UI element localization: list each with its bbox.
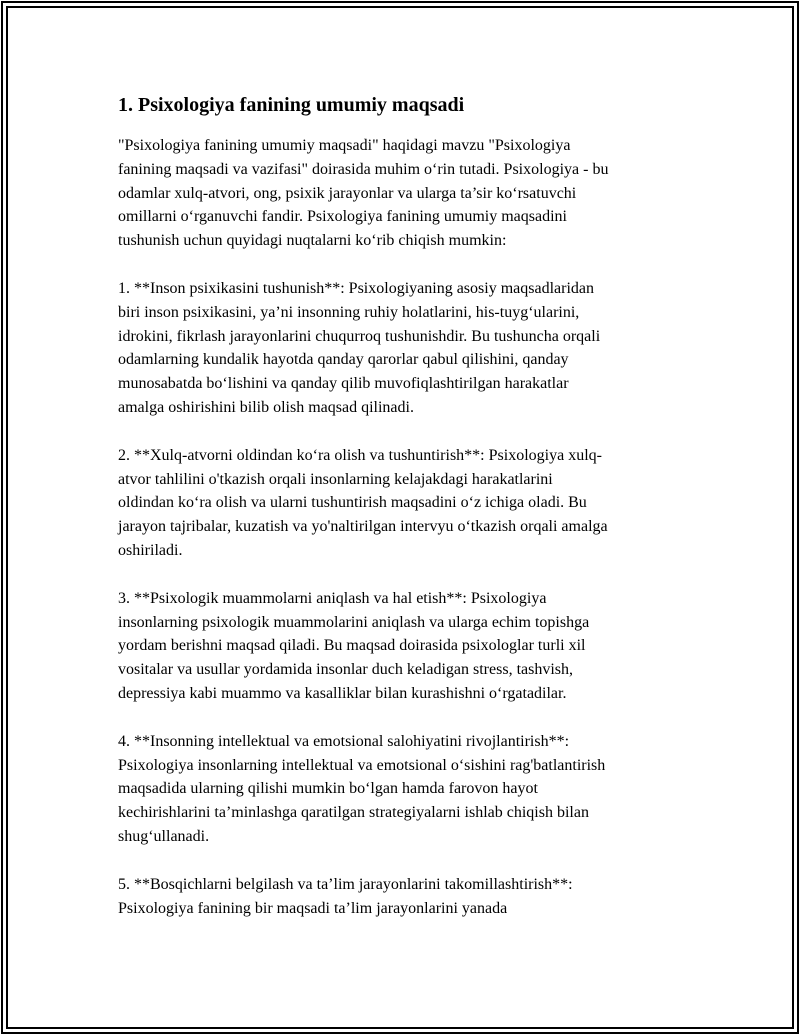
document-body <box>118 92 698 944</box>
text-line: maqsadida ularning qilishi mumkin bo‘lgan hamda farovon hayot <box>118 780 538 798</box>
text-line: kechirishlarini ta’minlashga qaratilgan strategiyalarni ishlab chiqish bilan <box>118 804 589 822</box>
text-line: 3. **Psixologik muammolarni aniqlash va hal etish**: Psixologiya <box>118 589 547 607</box>
text-line: Psixologiya insonlarning intellektual va emotsional o‘sishini rag'batlantirish <box>118 756 606 774</box>
text-line: odamlar xulq-atvori, ong, psixik jarayonlar va ularga ta’sir ko‘rsatuvchi <box>118 184 577 202</box>
text-line: 1. **Inson psixikasini tushunish**: Psixologiyaning asosiy maqsadlaridan <box>118 279 594 297</box>
text-line: atvor tahlilini o'tkazish orqali insonlarning kelajakdagi harakatlarini <box>118 470 553 488</box>
text-line: 4. **Insonning intellektual va emotsional salohiyatini rivojlantirish**: <box>118 732 570 750</box>
paragraph-item-1 <box>118 277 698 420</box>
paragraph-intro <box>118 134 698 253</box>
text-line: jarayon tajribalar, kuzatish va yo'naltirilgan intervyu o‘tkazish orqali amalga <box>118 518 608 536</box>
text-line: insonlarning psixologik muammolarini aniqlash va ularga echim topishga <box>118 613 590 631</box>
text-line: biri inson psixikasini, ya’ni insonning ruhiy holatlarini, his-tuyg‘ularini, <box>118 303 580 321</box>
text-line: depressiya kabi muammo va kasalliklar bilan kurashishni o‘rgatadilar. <box>118 684 567 702</box>
text-line: yordam berishni maqsad qiladi. Bu maqsad doirasida psixologlar turli xil <box>118 637 586 655</box>
text-line: "Psixologiya fanining umumiy maqsadi" haqidagi mavzu "Psixologiya <box>118 137 571 154</box>
text-line: 5. **Bosqichlarni belgilash va ta’lim jarayonlarini takomillashtirish**: <box>118 875 573 893</box>
text-line: oldindan ko‘ra olish va ularni tushuntirish maqsadini o‘z ichiga oladi. Bu <box>118 494 587 512</box>
section-heading: 1. Psixologiya fanining umumiy maqsadi <box>118 94 465 116</box>
text-line: munosabatda bo‘lishini va qanday qilib muvofiqlashtirilgan harakatlar <box>118 375 569 393</box>
text-line: vositalar va usullar yordamida insonlar duch keladigan stress, tashvish, <box>118 661 574 679</box>
text-line: idrokini, fikrlash jarayonlarini chuqurroq tushunishdir. Bu tushuncha orqali <box>118 327 601 345</box>
paragraph-item-3 <box>118 587 698 706</box>
text-line: fanining maqsadi va vazifasi" doirasida muhim o‘rin tutadi. Psixologiya - bu <box>118 160 609 178</box>
text-line: omillarni o‘rganuvchi fandir. Psixologiya fanining umumiy maqsadini <box>118 208 567 226</box>
text-line: 2. **Xulq-atvorni oldindan ko‘ra olish va tushuntirish**: Psixologiya xulq- <box>118 446 602 464</box>
paragraph-item-2 <box>118 444 698 563</box>
text-line: tushunish uchun quyidagi nuqtalarni ko‘rib chiqish mumkin: <box>118 232 507 250</box>
text-line: oshiriladi. <box>118 541 183 559</box>
text-line: odamlarning kundalik hayotda qanday qarorlar qabul qilishini, qanday <box>118 351 569 369</box>
paragraph-item-4 <box>118 730 698 849</box>
text-line: amalga oshirishini bilib olish maqsad qilinadi. <box>118 398 414 416</box>
paragraph-item-5 <box>118 873 698 921</box>
text-line: Psixologiya fanining bir maqsadi ta’lim jarayonlarini yanada <box>118 899 508 917</box>
text-line: shug‘ullanadi. <box>118 827 210 845</box>
